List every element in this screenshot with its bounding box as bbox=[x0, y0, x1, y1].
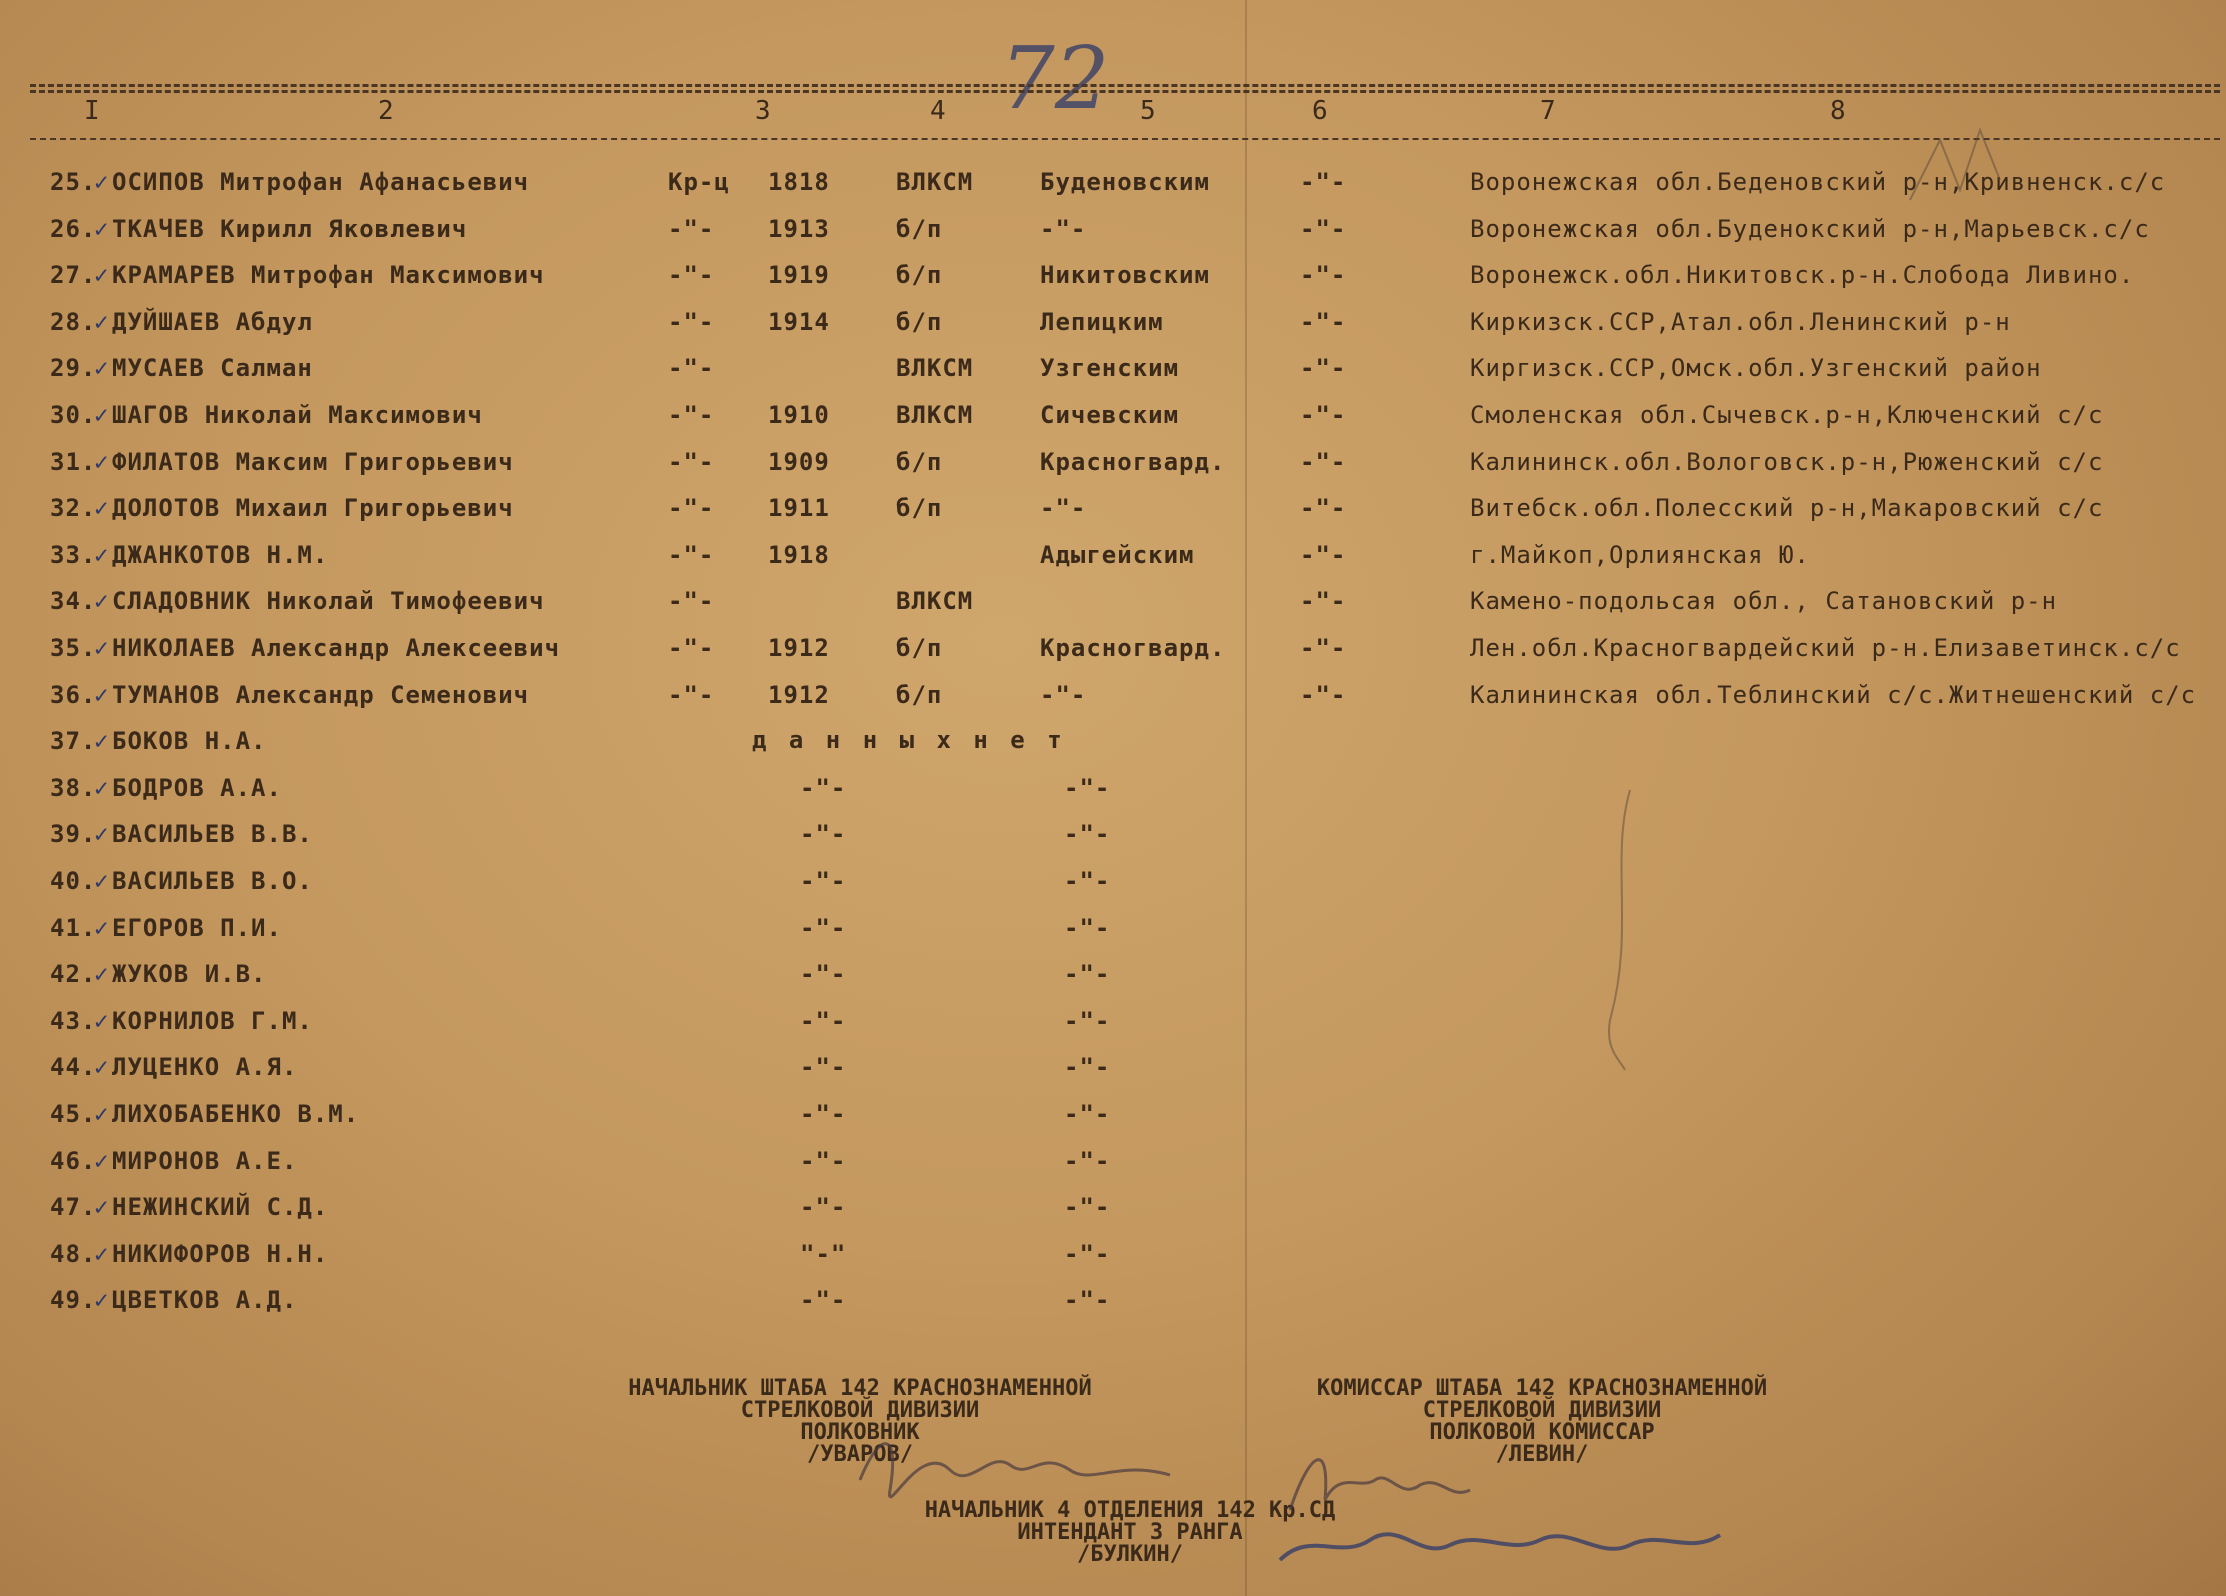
party-status: б/п bbox=[896, 680, 943, 709]
table-row bbox=[0, 1286, 2226, 1332]
table-row bbox=[0, 1147, 2226, 1193]
table-row bbox=[0, 1053, 2226, 1099]
social-status: -"- bbox=[668, 587, 715, 616]
check-mark-icon: ✓ bbox=[94, 307, 110, 336]
check-mark-icon: ✓ bbox=[94, 727, 110, 756]
home-address: Воронежская обл.Беденовский р-н,Кривненск.с/с bbox=[1470, 168, 2166, 196]
check-mark-icon: ✓ bbox=[94, 1146, 110, 1175]
row-number: 46. bbox=[50, 1146, 97, 1175]
home-address: г.Майкоп,Орлиянская Ю. bbox=[1470, 540, 1810, 569]
check-mark-icon: ✓ bbox=[94, 168, 110, 196]
table-row bbox=[0, 1100, 2226, 1146]
person-name: НЕЖИНСКИЙ С.Д. bbox=[112, 1193, 329, 1222]
row-number: 48. bbox=[50, 1239, 97, 1268]
column-6-value: -"- bbox=[1300, 447, 1347, 476]
commissar-signature-block: КОМИССАР ШТАБА 142 КРАСНОЗНАМЕННОЙ СТРЕЛКОВОЙ ДИВИЗИИ ПОЛКОВОЙ КОМИССАР /ЛЕВИН/ bbox=[1316, 1376, 1768, 1467]
check-mark-icon: ✓ bbox=[94, 773, 110, 802]
party-status: б/п bbox=[896, 634, 943, 662]
check-mark-icon: ✓ bbox=[94, 1193, 110, 1222]
column-6-value: -"- bbox=[1300, 634, 1347, 662]
draft-office: -"- bbox=[1064, 773, 1111, 802]
check-mark-icon: ✓ bbox=[94, 960, 110, 989]
social-status: -"- bbox=[668, 680, 715, 709]
table-row bbox=[0, 820, 2226, 866]
table-row bbox=[0, 867, 2226, 913]
birth-year: 1914 bbox=[768, 307, 830, 336]
check-mark-icon: ✓ bbox=[94, 680, 110, 709]
table-row bbox=[0, 494, 2226, 540]
check-mark-icon: ✓ bbox=[94, 587, 110, 616]
table-row bbox=[0, 587, 2226, 633]
birth-year: 1912 bbox=[768, 680, 830, 709]
person-name: КРАМАРЕВ Митрофан Максимович bbox=[112, 261, 545, 290]
home-address: Калининская обл.Теблинский с/с.Житнешенский с/с bbox=[1470, 680, 2197, 709]
person-name: ДЖАНКОТОВ Н.М. bbox=[112, 540, 329, 569]
draft-office: -"- bbox=[1040, 494, 1087, 523]
column-header: 7 bbox=[1540, 96, 1556, 126]
header-rule-top bbox=[30, 84, 2220, 87]
check-mark-icon: ✓ bbox=[94, 261, 110, 290]
draft-office: -"- bbox=[1064, 1146, 1111, 1175]
party-status: б/п bbox=[896, 214, 943, 243]
social-status: -"- bbox=[668, 447, 715, 476]
column-6-value: -"- bbox=[1300, 587, 1347, 616]
check-mark-icon: ✓ bbox=[94, 1239, 110, 1268]
row-number: 29. bbox=[50, 354, 97, 383]
birth-year: 1911 bbox=[768, 494, 830, 523]
column-6-value: -"- bbox=[1300, 540, 1347, 569]
row-number: 27. bbox=[50, 261, 97, 290]
person-name: БОКОВ Н.А. bbox=[112, 727, 267, 756]
home-address: Воронежск.обл.Никитовск.р-н.Слобода Ливино. bbox=[1470, 261, 2135, 290]
birth-year: -"- bbox=[800, 1053, 847, 1082]
person-name: ДУЙШАЕВ Абдул bbox=[112, 307, 313, 336]
party-status: ВЛКСМ bbox=[896, 401, 974, 429]
birth-year: -"- bbox=[800, 913, 847, 942]
svg-text:72: 72 bbox=[1000, 29, 1110, 129]
birth-year: -"- bbox=[800, 867, 847, 895]
person-name: ОСИПОВ Митрофан Афанасьевич bbox=[112, 168, 530, 196]
birth-year: -"- bbox=[800, 1006, 847, 1035]
draft-office: Узгенским bbox=[1040, 354, 1180, 383]
column-header: 4 bbox=[930, 96, 946, 126]
row-number: 41. bbox=[50, 913, 97, 942]
party-status: ВЛКСМ bbox=[896, 354, 974, 383]
header-rule-bottom bbox=[30, 138, 2220, 140]
person-name: ЕГОРОВ П.И. bbox=[112, 913, 282, 942]
draft-office: -"- bbox=[1064, 913, 1111, 942]
table-row bbox=[0, 681, 2226, 727]
social-status: -"- bbox=[668, 214, 715, 243]
home-address: Смоленская обл.Сычевск.р-н,Ключенский с/с bbox=[1470, 401, 2104, 429]
birth-year: 1913 bbox=[768, 214, 830, 243]
birth-year: 1909 bbox=[768, 447, 830, 476]
person-name: ВАСИЛЬЕВ В.О. bbox=[112, 867, 313, 895]
draft-office: -"- bbox=[1064, 820, 1111, 849]
birth-year: 1910 bbox=[768, 401, 830, 429]
party-status: ВЛКСМ bbox=[896, 587, 974, 616]
row-number: 33. bbox=[50, 540, 97, 569]
row-number: 42. bbox=[50, 960, 97, 989]
column-header: 8 bbox=[1830, 96, 1846, 126]
person-name: ТУМАНОВ Александр Семенович bbox=[112, 680, 530, 709]
row-number: 36. bbox=[50, 680, 97, 709]
table-row bbox=[0, 960, 2226, 1006]
row-number: 35. bbox=[50, 634, 97, 662]
social-status: -"- bbox=[668, 540, 715, 569]
draft-office: -"- bbox=[1064, 1006, 1111, 1035]
party-status: б/п bbox=[896, 447, 943, 476]
social-status: -"- bbox=[668, 634, 715, 662]
table-row bbox=[0, 1193, 2226, 1239]
column-6-value: -"- bbox=[1300, 261, 1347, 290]
person-name: ШАГОВ Николай Максимович bbox=[112, 401, 483, 429]
person-name: ФИЛАТОВ Максим Григорьевич bbox=[112, 447, 514, 476]
person-name: СЛАДОВНИК Николай Тимофеевич bbox=[112, 587, 545, 616]
table-row bbox=[0, 261, 2226, 307]
draft-office: Сичевским bbox=[1040, 401, 1180, 429]
column-6-value: -"- bbox=[1300, 307, 1347, 336]
row-number: 25. bbox=[50, 168, 97, 196]
draft-office: Красногвард. bbox=[1040, 634, 1226, 662]
table-row bbox=[0, 541, 2226, 587]
table-row bbox=[0, 448, 2226, 494]
birth-year: 1918 bbox=[768, 540, 830, 569]
draft-office: -"- bbox=[1064, 1053, 1111, 1082]
table-row bbox=[0, 727, 2226, 773]
check-mark-icon: ✓ bbox=[94, 1286, 110, 1315]
birth-year: -"- bbox=[800, 1100, 847, 1128]
birth-year: 1818 bbox=[768, 168, 830, 196]
person-name: ЦВЕТКОВ А.Д. bbox=[112, 1286, 298, 1315]
column-header: I bbox=[84, 96, 100, 126]
birth-year: -"- bbox=[800, 960, 847, 989]
person-name: МИРОНОВ А.Е. bbox=[112, 1146, 298, 1175]
table-row bbox=[0, 168, 2226, 214]
header-rule-top-2 bbox=[30, 90, 2220, 93]
birth-year: -"- bbox=[800, 1286, 847, 1315]
draft-office: Лепицким bbox=[1040, 307, 1164, 336]
home-address: Киргизск.ССР,Омск.обл.Узгенский район bbox=[1470, 354, 2042, 383]
person-name: ВАСИЛЬЕВ В.В. bbox=[112, 820, 313, 849]
social-status: -"- bbox=[668, 307, 715, 336]
social-status: -"- bbox=[668, 354, 715, 383]
person-name: ТКАЧЕВ Кирилл Яковлевич bbox=[112, 214, 468, 243]
row-number: 37. bbox=[50, 727, 97, 756]
draft-office: Красногвард. bbox=[1040, 447, 1226, 476]
check-mark-icon: ✓ bbox=[94, 820, 110, 849]
table-row bbox=[0, 1007, 2226, 1053]
row-number: 39. bbox=[50, 820, 97, 849]
column-header: 2 bbox=[378, 96, 394, 126]
person-name: МУСАЕВ Салман bbox=[112, 354, 313, 383]
social-status: Кр-ц bbox=[668, 168, 730, 196]
person-name: БОДРОВ А.А. bbox=[112, 773, 282, 802]
column-6-value: -"- bbox=[1300, 680, 1347, 709]
no-data-note: д а н н ы х н е т bbox=[752, 726, 1066, 754]
social-status: -"- bbox=[668, 261, 715, 290]
draft-office: Никитовским bbox=[1040, 261, 1210, 290]
birth-year: -"- bbox=[800, 1146, 847, 1175]
check-mark-icon: ✓ bbox=[94, 1100, 110, 1128]
row-number: 32. bbox=[50, 494, 97, 523]
check-mark-icon: ✓ bbox=[94, 1053, 110, 1082]
person-name: ДОЛОТОВ Михаил Григорьевич bbox=[112, 494, 514, 523]
row-number: 30. bbox=[50, 401, 97, 429]
draft-office: -"- bbox=[1064, 1286, 1111, 1315]
birth-year: -"- bbox=[800, 773, 847, 802]
row-number: 26. bbox=[50, 214, 97, 243]
draft-office: -"- bbox=[1040, 214, 1087, 243]
table-row bbox=[0, 308, 2226, 354]
birth-year: "-" bbox=[800, 1239, 847, 1268]
column-header: 6 bbox=[1312, 96, 1328, 126]
row-number: 31. bbox=[50, 447, 97, 476]
table-row bbox=[0, 634, 2226, 680]
column-6-value: -"- bbox=[1300, 494, 1347, 523]
handwritten-signature-bulkin bbox=[1270, 1500, 1730, 1590]
draft-office: -"- bbox=[1064, 867, 1111, 895]
draft-office: -"- bbox=[1064, 1193, 1111, 1222]
check-mark-icon: ✓ bbox=[94, 214, 110, 243]
dept-chief-signature-block: НАЧАЛЬНИК 4 ОТДЕЛЕНИЯ 142 Кр.СД ИНТЕНДАНТ 3 РАНГА /БУЛКИН/ bbox=[924, 1498, 1336, 1567]
draft-office: -"- bbox=[1040, 680, 1087, 709]
column-header: 5 bbox=[1140, 96, 1156, 126]
person-name: ЛИХОБАБЕНКО В.М. bbox=[112, 1100, 360, 1128]
person-name: ЖУКОВ И.В. bbox=[112, 960, 267, 989]
pencil-mark bbox=[1590, 780, 1650, 1080]
person-name: КОРНИЛОВ Г.М. bbox=[112, 1006, 313, 1035]
handwritten-signature-uvarov bbox=[840, 1410, 1200, 1530]
page-number-handwritten bbox=[990, 20, 1150, 130]
draft-office: Адыгейским bbox=[1040, 540, 1195, 569]
table-row bbox=[0, 914, 2226, 960]
table-row bbox=[0, 1240, 2226, 1286]
column-6-value: -"- bbox=[1300, 401, 1347, 429]
party-status: б/п bbox=[896, 494, 943, 523]
social-status: -"- bbox=[668, 401, 715, 429]
row-number: 49. bbox=[50, 1286, 97, 1315]
table-row bbox=[0, 401, 2226, 447]
person-name: НИКИФОРОВ Н.Н. bbox=[112, 1239, 329, 1268]
home-address: Калининск.обл.Вологовск.р-н,Рюженский с/с bbox=[1470, 447, 2104, 476]
check-mark-icon: ✓ bbox=[94, 634, 110, 662]
person-name: ЛУЦЕНКО А.Я. bbox=[112, 1053, 298, 1082]
social-status: -"- bbox=[668, 494, 715, 523]
row-number: 28. bbox=[50, 307, 97, 336]
check-mark-icon: ✓ bbox=[94, 401, 110, 429]
home-address: Киркизск.ССР,Атал.обл.Ленинский р-н bbox=[1470, 307, 2011, 336]
column-6-value: -"- bbox=[1300, 214, 1347, 243]
party-status: б/п bbox=[896, 307, 943, 336]
draft-office: -"- bbox=[1064, 960, 1111, 989]
home-address: Лен.обл.Красногвардейский р-н.Елизаветинск.с/с bbox=[1470, 634, 2181, 662]
birth-year: 1919 bbox=[768, 261, 830, 290]
table-row bbox=[0, 215, 2226, 261]
birth-year: -"- bbox=[800, 820, 847, 849]
column-6-value: -"- bbox=[1300, 354, 1347, 383]
home-address: Витебск.обл.Полесский р-н,Макаровский с/с bbox=[1470, 494, 2104, 523]
home-address: Воронежская обл.Буденокский р-н,Марьевск.с/с bbox=[1470, 214, 2150, 243]
row-number: 44. bbox=[50, 1053, 97, 1082]
party-status: ВЛКСМ bbox=[896, 168, 974, 196]
table-row bbox=[0, 354, 2226, 400]
check-mark-icon: ✓ bbox=[94, 354, 110, 383]
column-header: 3 bbox=[755, 96, 771, 126]
check-mark-icon: ✓ bbox=[94, 913, 110, 942]
party-status: б/п bbox=[896, 261, 943, 290]
check-mark-icon: ✓ bbox=[94, 494, 110, 523]
birth-year: 1912 bbox=[768, 634, 830, 662]
birth-year: -"- bbox=[800, 1193, 847, 1222]
draft-office: -"- bbox=[1064, 1100, 1111, 1128]
row-number: 47. bbox=[50, 1193, 97, 1222]
row-number: 45. bbox=[50, 1100, 97, 1128]
check-mark-icon: ✓ bbox=[94, 867, 110, 895]
row-number: 38. bbox=[50, 773, 97, 802]
column-6-value: -"- bbox=[1300, 168, 1347, 196]
check-mark-icon: ✓ bbox=[94, 540, 110, 569]
check-mark-icon: ✓ bbox=[94, 447, 110, 476]
row-number: 40. bbox=[50, 867, 97, 895]
draft-office: -"- bbox=[1064, 1239, 1111, 1268]
pencil-mark bbox=[1900, 120, 2040, 210]
person-name: НИКОЛАЕВ Александр Алексеевич bbox=[112, 634, 561, 662]
check-mark-icon: ✓ bbox=[94, 1006, 110, 1035]
home-address: Камено-подольсая обл., Сатановский р-н bbox=[1470, 587, 2058, 616]
table-row bbox=[0, 774, 2226, 820]
row-number: 43. bbox=[50, 1006, 97, 1035]
row-number: 34. bbox=[50, 587, 97, 616]
chief-of-staff-signature-block: НАЧАЛЬНИК ШТАБА 142 КРАСНОЗНАМЕННОЙ СТРЕЛКОВОЙ ДИВИЗИИ ПОЛКОВНИК /УВАРОВ/ bbox=[628, 1376, 1092, 1467]
draft-office: Буденовским bbox=[1040, 168, 1210, 196]
